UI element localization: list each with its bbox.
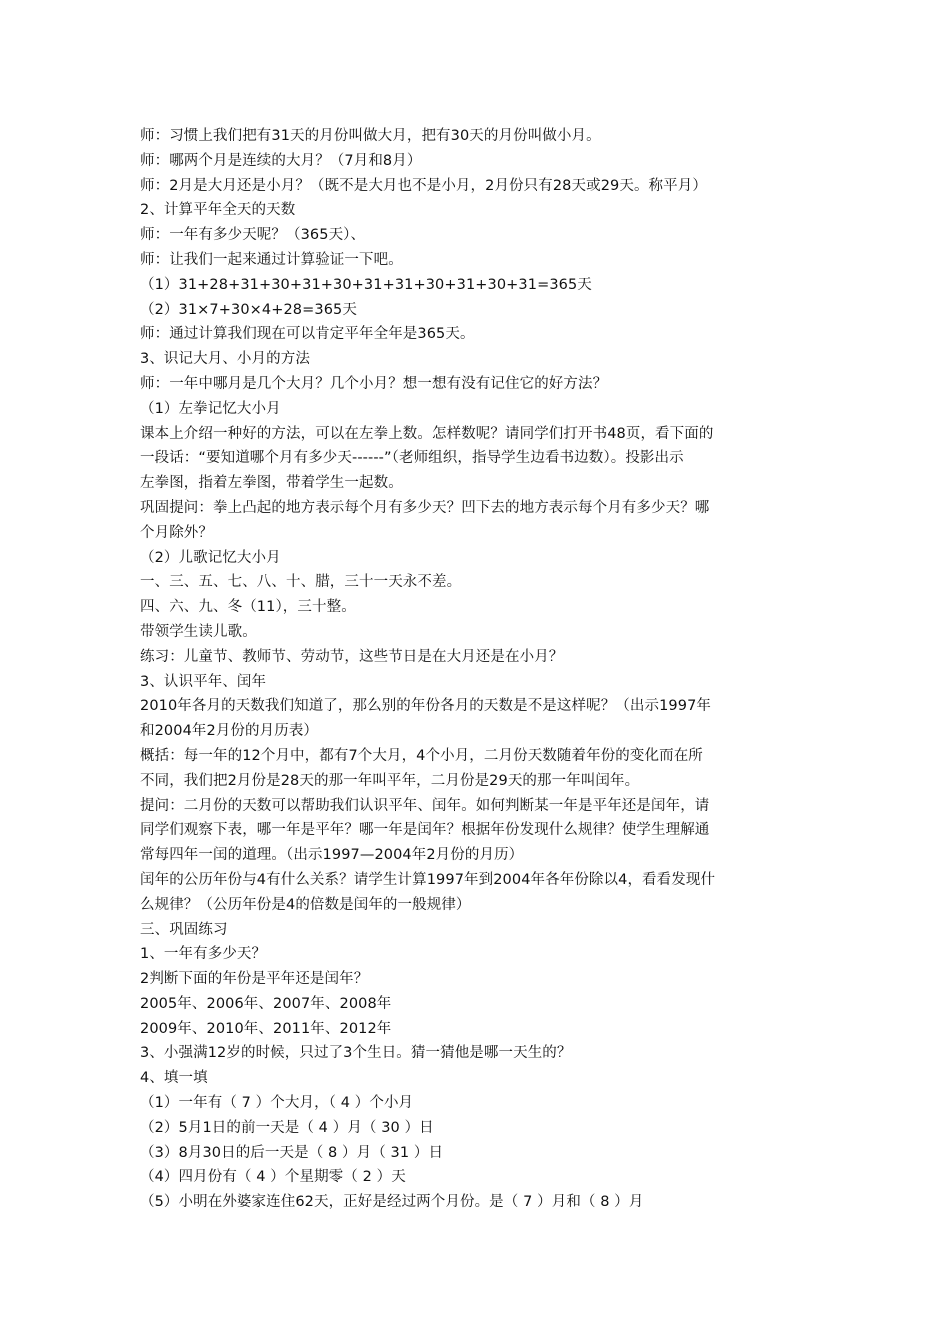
text-line: 提问：二月份的天数可以帮助我们认识平年、闰年。如何判断某一年是平年还是闰年，请	[140, 797, 710, 814]
text-line: 一段话：“要知道哪个月有多少天------”（老师组织，指导学生边看书边数）。投影出示	[140, 450, 684, 467]
text-line: 师：一年有多少天呢？（365天）、	[140, 227, 366, 244]
text-line: （4）四月份有（ 4 ）个星期零（ 2 ）天	[140, 1169, 406, 1186]
text-line: 四、六、九、冬（11），三十整。	[140, 599, 356, 616]
text-line: 3、小强满12岁的时候，只过了3个生日。猜一猜他是哪一天生的？	[140, 1045, 572, 1062]
text-line: 闰年的公历年份与4有什么关系？请学生计算1997年到2004年各年份除以4，看看发现什	[140, 871, 716, 888]
text-line: 和2004年2月份的月历表）	[140, 723, 319, 740]
text-line: （2）儿歌记忆大小月	[140, 549, 281, 566]
text-line: （3）8月30日的后一天是（ 8 ）月（ 31 ）日	[140, 1144, 444, 1161]
text-line: 师：一年中哪月是几个大月？几个小月？想一想有没有记住它的好方法？	[140, 375, 608, 392]
section-heading: 3、识记大月、小月的方法	[140, 351, 310, 368]
text-line: （1）一年有（ 7 ）个大月，（ 4 ）个小月	[140, 1095, 414, 1112]
text-line: 师：2月是大月还是小月？（既不是大月也不是小月，2月份只有28天或29天。称平月）	[140, 177, 707, 194]
section-heading: 4、填一填	[140, 1070, 208, 1087]
text-line: 练习：儿童节、教师节、劳动节，这些节日是在大月还是在小月？	[140, 648, 564, 665]
text-line: 2009年、2010年、2011年、2012年	[140, 1020, 392, 1037]
text-line: 概括：每一年的12个月中，都有7个大月，4个小月，二月份天数随着年份的变化而在所	[140, 747, 703, 764]
text-line: 个月除外？	[140, 524, 213, 541]
text-line: 常每四年一闰的道理。（出示1997—2004年2月份的月历）	[140, 847, 524, 864]
text-line: （1）31+28+31+30+31+30+31+31+30+31+30+31=365天	[140, 276, 592, 293]
text-line: 2010年各月的天数我们知道了，那么别的年份各月的天数是不是这样呢？（出示1997年	[140, 698, 711, 715]
text-line: 左拳图，指着左拳图，带着学生一起数。	[140, 475, 403, 492]
text-line: （5）小明在外婆家连住62天，正好是经过两个月份。是（ 7 ）月和（ 8 ）月	[140, 1194, 644, 1211]
text-line: 2005年、2006年、2007年、2008年	[140, 995, 392, 1012]
document-body	[140, 124, 810, 1215]
text-line: 2判断下面的年份是平年还是闰年？	[140, 971, 369, 988]
text-line: 不同，我们把2月份是28天的那一年叫平年，二月份是29天的那一年叫闰年。	[140, 772, 640, 789]
text-line: （2）31×7+30×4+28=365天	[140, 301, 357, 318]
text-line: 巩固提问：拳上凸起的地方表示每个月有多少天？凹下去的地方表示每个月有多少天？哪	[140, 499, 710, 516]
text-line: 1、一年有多少天？	[140, 946, 267, 963]
section-heading: 2、计算平年全天的天数	[140, 202, 296, 219]
text-line: （2）5月1日的前一天是（ 4 ）月（ 30 ）日	[140, 1119, 434, 1136]
text-line: 同学们观察下表，哪一年是平年？哪一年是闰年？根据年份发现什么规律？使学生理解通	[140, 822, 710, 839]
text-line: 带领学生读儿歌。	[140, 623, 257, 640]
text-line: 师：通过计算我们现在可以肯定平年全年是365天。	[140, 326, 475, 343]
section-heading: 3、认识平年、闰年	[140, 673, 267, 690]
text-line: 一、三、五、七、八、十、腊，三十一天永不差。	[140, 574, 462, 591]
text-line: （1）左拳记忆大小月	[140, 400, 281, 417]
text-line: 课本上介绍一种好的方法，可以在左拳上数。怎样数呢？请同学们打开书48页，看下面的	[140, 425, 714, 442]
section-heading: 三、巩固练习	[140, 921, 228, 938]
text-line: 么规律？（公历年份是4的倍数是闰年的一般规律）	[140, 896, 471, 913]
text-line: 师：让我们一起来通过计算验证一下吧。	[140, 251, 403, 268]
text-line: 师：哪两个月是连续的大月？（7月和8月）	[140, 152, 422, 169]
text-line: 师：习惯上我们把有31天的月份叫做大月，把有30天的月份叫做小月。	[140, 128, 601, 144]
